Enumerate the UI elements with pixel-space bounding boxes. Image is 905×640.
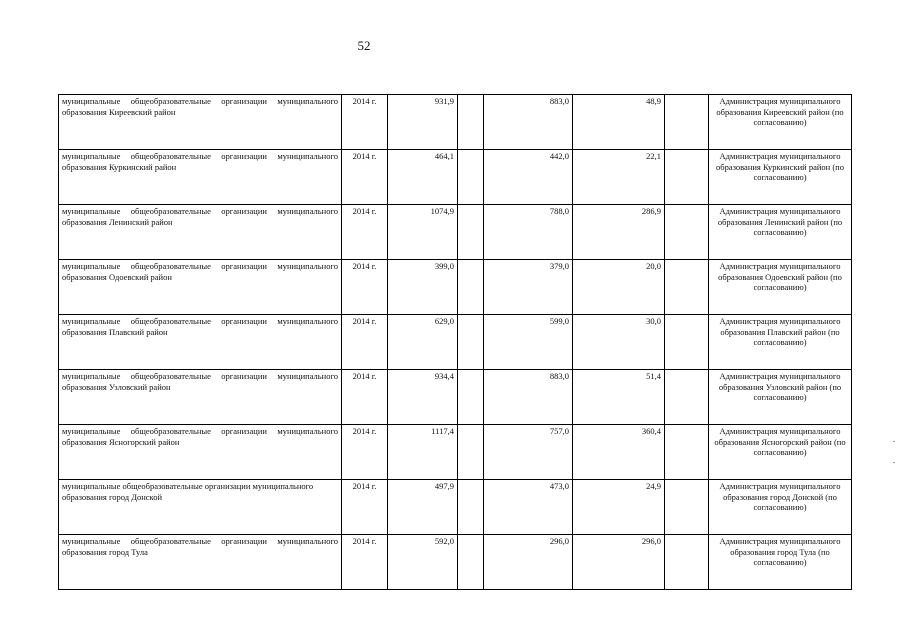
federal-cell — [458, 260, 484, 315]
local-cell: 360,4 — [573, 425, 665, 480]
year-cell: 2014 г. — [342, 370, 388, 425]
other-cell — [665, 370, 709, 425]
organization-cell: муниципальные общеобразовательные организации муниципального образования Плавский район — [59, 315, 342, 370]
total-cell: 934,4 — [388, 370, 458, 425]
page-number: 52 — [357, 38, 371, 53]
local-cell: 286,9 — [573, 205, 665, 260]
year-cell: 2014 г. — [342, 315, 388, 370]
year-cell: 2014 г. — [342, 535, 388, 590]
organization-cell: муниципальные общеобразовательные организации муниципального образования Ленинский район — [59, 205, 342, 260]
responsible-cell: Администрация муниципального образования Киреевский район (по согласованию) — [709, 95, 852, 150]
other-cell — [665, 535, 709, 590]
table-row — [59, 425, 852, 480]
total-cell: 592,0 — [388, 535, 458, 590]
responsible-cell: Администрация муниципального образования Ясногорский район (по согласованию) — [709, 425, 852, 480]
regional-cell: 788,0 — [484, 205, 573, 260]
regional-cell: 296,0 — [484, 535, 573, 590]
local-cell: 20,0 — [573, 260, 665, 315]
responsible-cell: Администрация муниципального образования город Тула (по согласованию) — [709, 535, 852, 590]
federal-cell — [458, 95, 484, 150]
other-cell — [665, 95, 709, 150]
regional-cell: 473,0 — [484, 480, 573, 535]
federal-cell — [458, 315, 484, 370]
responsible-cell: Администрация муниципального образования Куркинский район (по согласованию) — [709, 150, 852, 205]
responsible-cell: Администрация муниципального образования город Донской (по согласованию) — [709, 480, 852, 535]
organization-cell: муниципальные общеобразовательные организации муниципального образования Ясногорский район — [59, 425, 342, 480]
other-cell — [665, 150, 709, 205]
year-cell: 2014 г. — [342, 205, 388, 260]
federal-cell — [458, 205, 484, 260]
total-cell: 399,0 — [388, 260, 458, 315]
local-cell: 48,9 — [573, 95, 665, 150]
year-cell: 2014 г. — [342, 150, 388, 205]
local-cell: 296,0 — [573, 535, 665, 590]
federal-cell — [458, 480, 484, 535]
regional-cell: 442,0 — [484, 150, 573, 205]
organization-cell: муниципальные общеобразовательные организации муниципального образования Куркинский район — [59, 150, 342, 205]
local-cell: 22,1 — [573, 150, 665, 205]
regional-cell: 379,0 — [484, 260, 573, 315]
table-row — [59, 205, 852, 260]
total-cell: 464,1 — [388, 150, 458, 205]
local-cell: 24,9 — [573, 480, 665, 535]
organization-cell: муниципальные общеобразовательные организации муниципального образования Одоевский район — [59, 260, 342, 315]
total-cell: 1074,9 — [388, 205, 458, 260]
table-row — [59, 95, 852, 150]
other-cell — [665, 480, 709, 535]
total-cell: 629,0 — [388, 315, 458, 370]
table-row — [59, 480, 852, 535]
table-row — [59, 150, 852, 205]
scan-mark — [893, 441, 895, 442]
table-row — [59, 535, 852, 590]
regional-cell: 757,0 — [484, 425, 573, 480]
year-cell: 2014 г. — [342, 425, 388, 480]
funding-table — [58, 94, 852, 590]
table-row — [59, 370, 852, 425]
regional-cell: 599,0 — [484, 315, 573, 370]
total-cell: 497,9 — [388, 480, 458, 535]
total-cell: 1117,4 — [388, 425, 458, 480]
regional-cell: 883,0 — [484, 95, 573, 150]
table-row — [59, 260, 852, 315]
local-cell: 51,4 — [573, 370, 665, 425]
other-cell — [665, 425, 709, 480]
federal-cell — [458, 370, 484, 425]
other-cell — [665, 315, 709, 370]
total-cell: 931,9 — [388, 95, 458, 150]
organization-cell: муниципальные общеобразовательные организации муниципального образования город Тула — [59, 535, 342, 590]
table-row — [59, 315, 852, 370]
federal-cell — [458, 150, 484, 205]
responsible-cell: Администрация муниципального образования Ленинский район (по согласованию) — [709, 205, 852, 260]
responsible-cell: Администрация муниципального образования Узловский район (по согласованию) — [709, 370, 852, 425]
scan-mark — [893, 462, 895, 463]
federal-cell — [458, 535, 484, 590]
federal-cell — [458, 425, 484, 480]
year-cell: 2014 г. — [342, 95, 388, 150]
organization-cell: муниципальные общеобразовательные организации муниципального образования Киреевский район — [59, 95, 342, 150]
other-cell — [665, 205, 709, 260]
regional-cell: 883,0 — [484, 370, 573, 425]
local-cell: 30,0 — [573, 315, 665, 370]
year-cell: 2014 г. — [342, 480, 388, 535]
organization-cell: муниципальные общеобразовательные организации муниципального образования город Донской — [59, 480, 342, 535]
year-cell: 2014 г. — [342, 260, 388, 315]
responsible-cell: Администрация муниципального образования Плавский район (по согласованию) — [709, 315, 852, 370]
responsible-cell: Администрация муниципального образования Одоевский район (по согласованию) — [709, 260, 852, 315]
other-cell — [665, 260, 709, 315]
organization-cell: муниципальные общеобразовательные организации муниципального образования Узловский район — [59, 370, 342, 425]
